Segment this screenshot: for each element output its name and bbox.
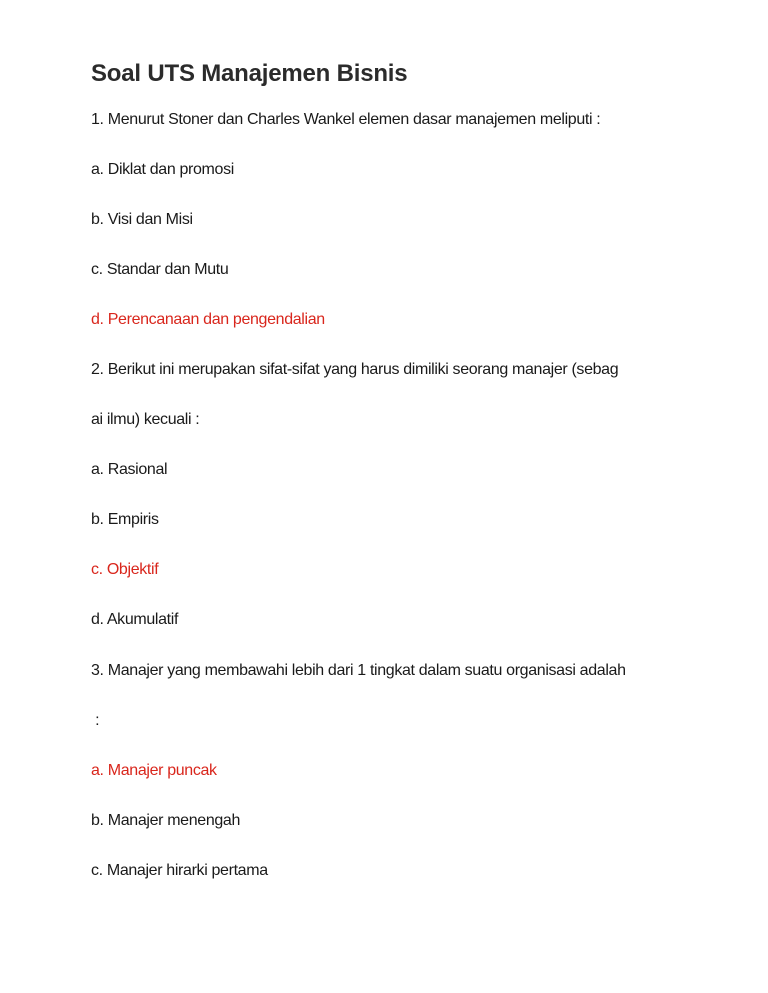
question-1-option-b: b. Visi dan Misi [91,211,193,228]
question-2-option-d: d. Akumulatif [91,611,179,628]
question-3-text: 3. Manajer yang membawahi lebih dari 1 tingkat dalam suatu organisasi adalah [91,662,626,679]
question-2-text-continued: ai ilmu) kecuali : [91,411,200,428]
question-1-option-a: a. Diklat dan promosi [91,161,234,178]
question-3-option-c: c. Manajer hirarki pertama [91,862,268,879]
question-2-text: 2. Berikut ini merupakan sifat-sifat yang harus dimiliki seorang manajer (sebag [91,361,619,378]
question-1-answer-d: d. Perencanaan dan pengendalian [91,311,325,328]
question-1-text: 1. Menurut Stoner dan Charles Wankel elemen dasar manajemen meliputi : [91,111,601,128]
question-1-option-c: c. Standar dan Mutu [91,261,229,278]
question-2-option-b: b. Empiris [91,511,159,528]
document-title: Soal UTS Manajemen Bisnis [91,60,408,87]
question-3-answer-a: a. Manajer puncak [91,762,217,779]
question-3-option-b: b. Manajer menengah [91,812,241,829]
question-3-text-continued: : [91,712,100,729]
question-2-option-a: a. Rasional [91,461,168,478]
question-2-answer-c: c. Objektif [91,561,159,578]
